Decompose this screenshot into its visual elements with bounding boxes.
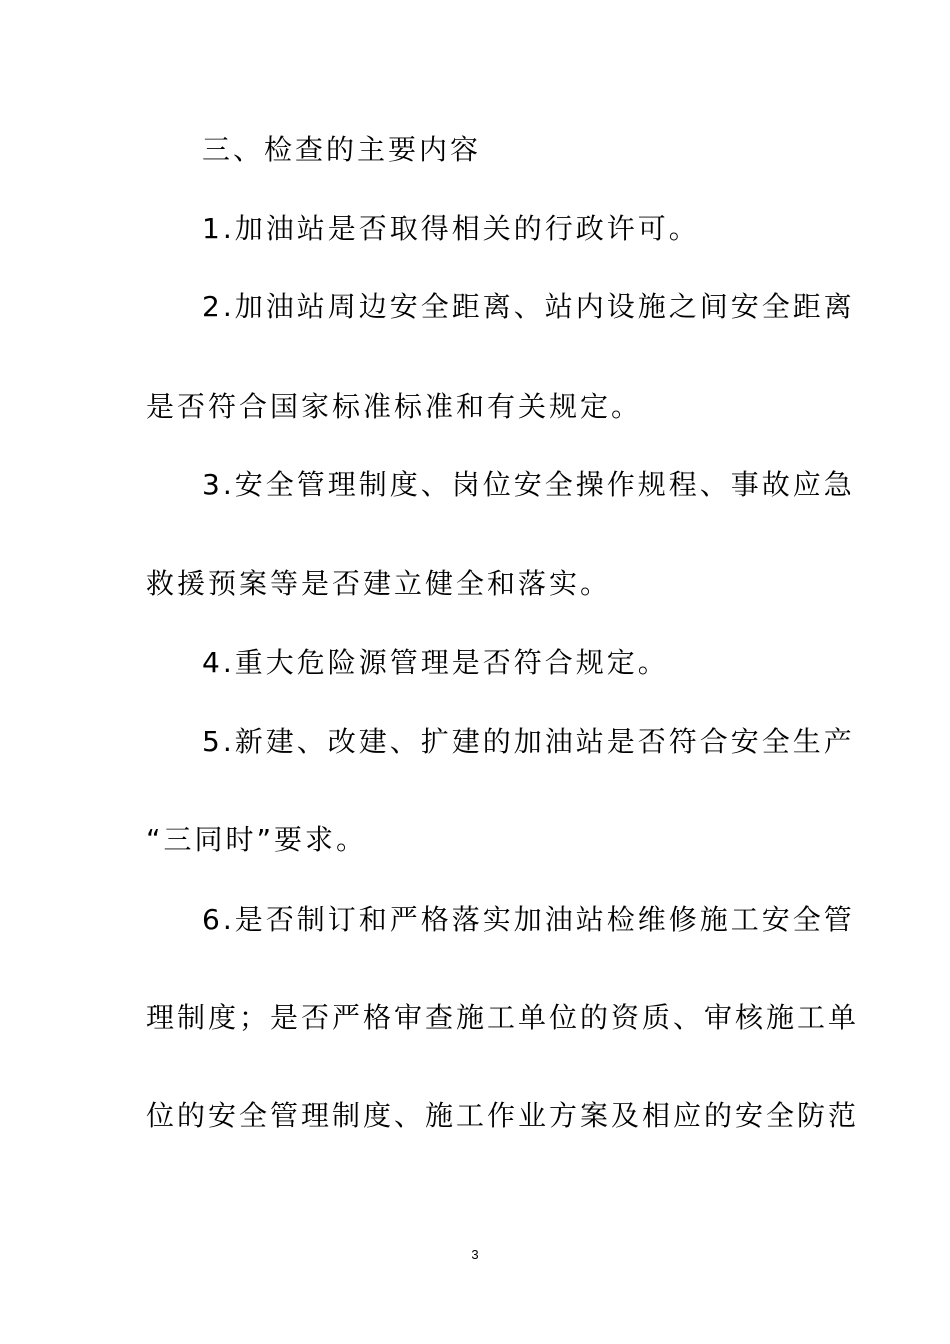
- paragraph-line: 4.重大危险源管理是否符合规定。: [202, 646, 669, 679]
- page-number: 3: [471, 1247, 479, 1262]
- paragraph-line: 救援预案等是否建立健全和落实。: [146, 567, 612, 600]
- paragraph-line: 3.安全管理制度、岗位安全操作规程、事故应急: [202, 468, 855, 501]
- paragraph-line: 2.加油站周边安全距离、站内设施之间安全距离: [202, 290, 855, 323]
- paragraph-line: 5.新建、改建、扩建的加油站是否符合安全生产: [202, 725, 855, 758]
- paragraph-line: 理制度；是否严格审查施工单位的资质、审核施工单: [146, 1001, 860, 1034]
- paragraph-line: 是否符合国家标准标准和有关规定。: [146, 390, 643, 423]
- paragraph-line: 1.加油站是否取得相关的行政许可。: [202, 212, 700, 245]
- section-heading: 三、检查的主要内容: [202, 133, 482, 166]
- paragraph-line: 6.是否制订和严格落实加油站检维修施工安全管: [202, 903, 855, 936]
- paragraph-line: “三同时”要求。: [146, 823, 368, 856]
- paragraph-line: 位的安全管理制度、施工作业方案及相应的安全防范: [146, 1099, 860, 1132]
